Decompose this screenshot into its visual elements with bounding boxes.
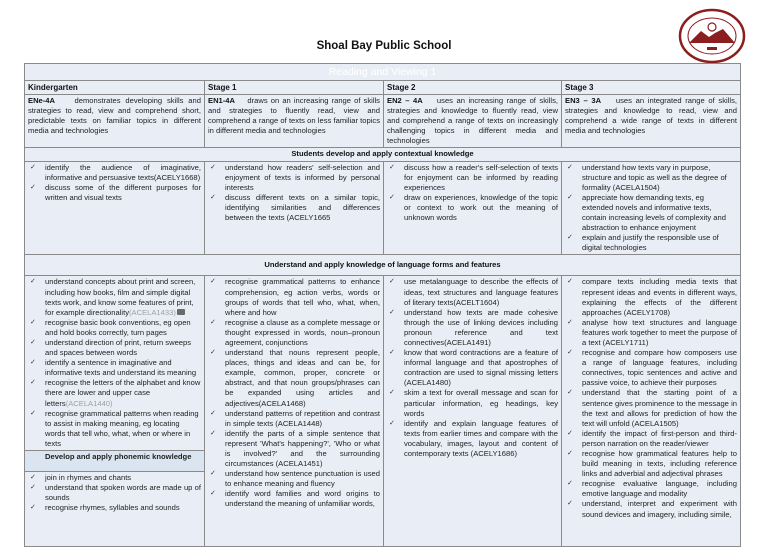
contextual-kindergarten [25, 161, 205, 255]
list-item: ✓ discuss some of the different purposes for written and visual texts [28, 183, 201, 203]
list-item: ✓ recognise evaluative language, including emotive language and modality [565, 479, 737, 499]
list-item: ✓ recognise how grammatical features help to build meaning in texts, including reference links and adverbial and adjectival phrases [565, 449, 737, 479]
list-item: ✓ understand how texts vary in purpose, structure and topic as well as the degree of formality (ACELA1504) [565, 163, 737, 193]
list-item: ✓ understand that nouns represent people, places, things and ideas and can be, for example, common, proper, concrete or abstract, and that noun groups/phrases can be expanded using articles and adjectives(ACELA1468) [208, 348, 380, 409]
list-item: ✓ recognise a clause as a complete message or thought expressed in words, noun–pronoun agreement, conjunctions [208, 318, 380, 348]
curriculum-code: (ACELA1433) [129, 307, 176, 317]
list-item: ✓ use metalanguage to describe the effects of ideas, text structures and language features of literary texts(ACELT1604) [387, 277, 558, 307]
list-item: ✓ know that word contractions are a feature of informal language and that apostrophes of contraction are used to signal missing letters (ACELA1480) [387, 348, 558, 388]
school-name: Shoal Bay Public School [316, 40, 452, 52]
list-item [28, 277, 201, 317]
outcome-stage-1 [205, 95, 384, 148]
school-crest-logo [677, 7, 747, 65]
list-item: ✓ draw on experiences, knowledge of the topic or context to work out the meaning of unknown words [387, 193, 558, 223]
outcome-stage-2 [384, 95, 562, 148]
outcome-code: EN3 – 3A [565, 96, 602, 105]
contextual-stage-2 [384, 161, 562, 255]
list-item: ✓ identify the impact of first-person and third-person narration on the reader/viewer [565, 429, 737, 449]
outcome-code: EN1-4A [208, 96, 236, 105]
list-item: ✓ understand patterns of repetition and contrast in simple texts (ACELA1448) [208, 409, 380, 429]
monitor-icon [177, 309, 185, 315]
stage-header-stage-3: Stage 3 [562, 81, 741, 95]
list-item: ✓ recognise grammatical patterns when reading to assist in making meaning, eg locating words that tell who, what, when or where in texts [28, 409, 201, 449]
curriculum-code: (ACELA1440) [65, 398, 113, 408]
list-item: ✓ understand that the starting point of a sentence gives prominence to the message in the text and allows for prediction of how the text will unfold (ACELA1505) [565, 388, 737, 428]
section-heading-contextual: Students develop and apply contextual knowledge [25, 148, 741, 161]
language-stage-3 [562, 276, 741, 547]
list-item: ✓ understand that spoken words are made up of sounds [28, 483, 201, 503]
list-item [28, 378, 201, 408]
list-item: ✓ explain and justify the responsible use of digital technologies [565, 233, 737, 253]
list-item: ✓ analyse how text structures and language features work together to meet the purpose of a text (ACELY1711) [565, 318, 737, 348]
outcome-text: demonstrates developing skills and strategies to read, view and comprehend short, predictable texts on familiar topics in different media and technologies [28, 96, 201, 136]
list-item: ✓ recognise rhymes, syllables and sounds [28, 503, 201, 513]
list-item: ✓ identify the parts of a simple sentence that represent 'What's happening?', 'Who or what is involved?' and the surrounding circumstances (ACELA1451) [208, 429, 380, 469]
curriculum-table [24, 63, 741, 547]
language-kindergarten [25, 276, 205, 547]
subheading-phonemic: Develop and apply phonemic knowledge [25, 450, 204, 472]
list-item: ✓ recognise basic book conventions, eg open and hold books correctly, turn pages [28, 318, 201, 338]
outcome-code: EN2 – 4A [387, 96, 423, 105]
list-item: ✓ understand, interpret and experiment with sound devices and imagery, including simile, [565, 499, 737, 519]
list-item: ✓ understand how texts are made cohesive through the use of linking devices including pronoun reference and text connectives(ACELA1491) [387, 308, 558, 348]
outcome-text: uses an increasing range of skills, strategies and knowledge to fluently read, view and comprehend a range of texts on increasingly challenging topics in different media and technologies [387, 96, 558, 146]
section-heading-language: Understand and apply knowledge of language forms and features [25, 255, 741, 276]
list-item: ✓ identify and explain language features of texts from earlier times and compare with the vocabulary, images, layout and content of contemporary texts (ACELY1686) [387, 419, 558, 459]
outcome-code: ENe-4A [28, 96, 56, 105]
list-item: ✓ recognise grammatical patterns to enhance comprehension, eg action verbs, words or groups of words that tell who, what, when, where and how [208, 277, 380, 317]
list-item: ✓ identify a sentence in imaginative and informative texts and understand its meaning [28, 358, 201, 378]
outcome-text: uses an integrated range of skills, strategies and knowledge to read, view and comprehend a wide range of texts in different media and technologies [565, 96, 737, 136]
contextual-stage-3 [562, 161, 741, 255]
list-item: ✓ discuss how a reader's self-selection of texts for enjoyment can be informed by reading experiences [387, 163, 558, 193]
outcome-text: draws on an increasing range of skills and strategies to fluently read, view and comprehend a range of texts on less familiar topics in different media and technologies [208, 96, 380, 136]
table-title: Reading and Viewing 1 [25, 64, 741, 81]
list-item: ✓ appreciate how demanding texts, eg extended novels and informative texts, contain increasing levels of complexity and abstraction to enhance enjoyment [565, 193, 737, 233]
item-text: recognise the letters of the alphabet and know there are lower and upper case letters [45, 378, 201, 408]
list-item: ✓ understand how readers' self-selection and enjoyment of texts is informed by personal interests [208, 163, 380, 193]
list-item: ✓ understand direction of print, return sweeps and spaces between words [28, 338, 201, 358]
list-item: ✓ recognise and compare how composers use a range of language features, including connectives, topic sentences and active and passive voice, to achieve their purposes [565, 348, 737, 388]
list-item: ✓ discuss different texts on a similar topic, identifying similarities and differences between the texts (ACELY1665 [208, 193, 380, 223]
outcome-kindergarten [25, 95, 205, 148]
list-item: ✓ compare texts including media texts that represent ideas and events in different ways, explaining the effects of the different approaches (ACELY1708) [565, 277, 737, 317]
item-text: understand concepts about print and screen, including how books, film and simple digital texts work, and know some features of print, for example directionality [45, 277, 196, 317]
list-item: ✓ skim a text for overall message and scan for particular information, eg headings, key words [387, 388, 558, 418]
stage-header-stage-2: Stage 2 [384, 81, 562, 95]
language-stage-1 [205, 276, 384, 547]
outcome-stage-3 [562, 95, 741, 148]
language-stage-2 [384, 276, 562, 547]
list-item: ✓ join in rhymes and chants [28, 473, 201, 483]
list-item: ✓ identify the audience of imaginative, informative and persuasive texts(ACELY1668) [28, 163, 201, 183]
contextual-stage-1 [205, 161, 384, 255]
list-item: ✓ identify word families and word origins to understand the meaning of unfamiliar words, [208, 489, 380, 509]
stage-header-stage-1: Stage 1 [205, 81, 384, 95]
list-item: ✓ understand how sentence punctuation is used to enhance meaning and fluency [208, 469, 380, 489]
stage-header-kindergarten: Kindergarten [25, 81, 205, 95]
